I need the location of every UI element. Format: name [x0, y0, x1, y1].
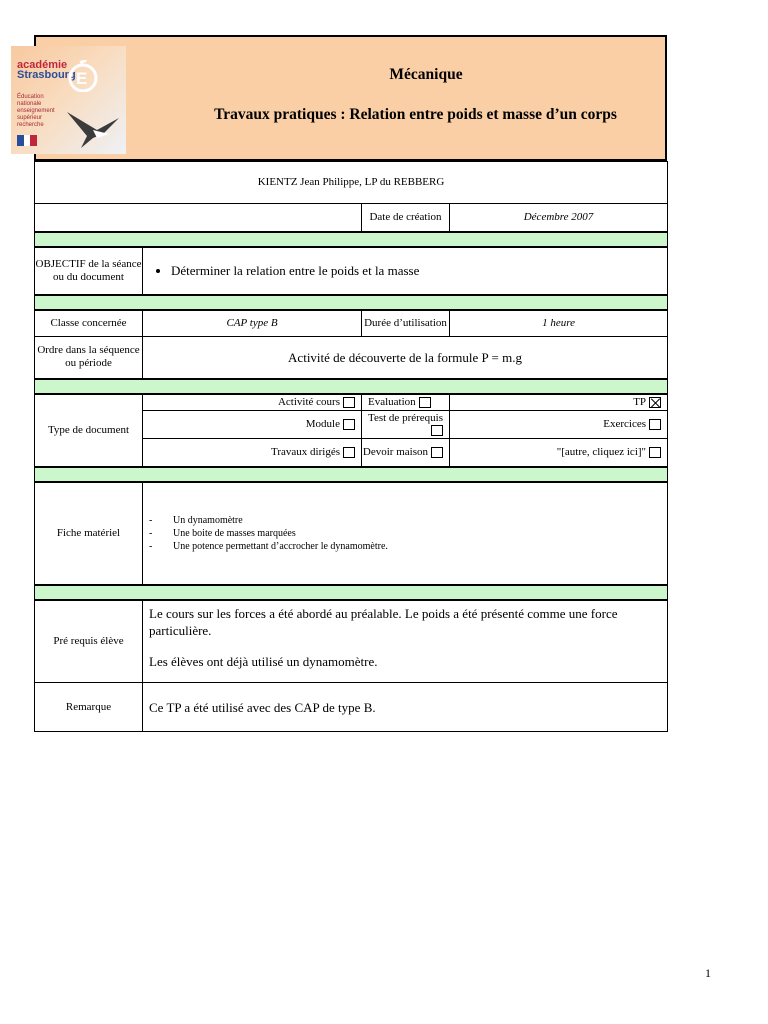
objectif-cell [143, 247, 668, 295]
prerequis-text: Les élèves ont déjà utilisé un dynamomètre. [149, 653, 378, 669]
module-checkbox[interactable] [343, 419, 355, 430]
page-number: 1 [705, 966, 711, 980]
list-item: - Un dynamomètre [149, 514, 667, 527]
empty-cell [35, 204, 362, 232]
autre-checkbox[interactable] [649, 447, 661, 458]
date-label: Date de création [362, 204, 450, 232]
travaux-diriges-checkbox[interactable] [343, 447, 355, 458]
type-module: Module [143, 411, 362, 439]
objectif-value: • Déterminer la relation entre le poids et la masse [171, 264, 667, 277]
spacer-row [35, 232, 668, 247]
remarque-text: Ce TP a été utilisé avec des CAP de type B. [143, 683, 668, 732]
classe-label: Classe concernée [35, 310, 143, 337]
ordre-label: Ordre dans la séquence ou période [35, 337, 143, 379]
type-travaux-diriges: Travaux dirigés [143, 439, 362, 467]
document-subtitle: Travaux pratiques : Relation entre poids et masse d’un corps [214, 106, 617, 123]
prerequis-cell [143, 600, 668, 683]
spacer-row [35, 467, 668, 482]
type-tp: TP [450, 394, 668, 411]
duree-value: 1 heure [450, 310, 668, 337]
type-label: Type de document [35, 394, 143, 467]
date-value: Décembre 2007 [450, 204, 668, 232]
list-item: - Une boite de masses marquées [149, 527, 667, 540]
classe-value: CAP type B [143, 310, 362, 337]
tp-checkbox[interactable] [649, 397, 661, 408]
type-devoir-maison: Devoir maison [362, 439, 450, 467]
type-test-prerequis: Test de prérequis [362, 411, 450, 439]
french-flag-icon [17, 135, 37, 146]
spacer-row [35, 585, 668, 600]
remarque-label: Remarque [35, 683, 143, 732]
prerequis-text: Le cours sur les forces a été abordé au préalable. Le poids a été présenté comme une force particulière. [149, 605, 618, 638]
header-banner [17, 35, 667, 161]
objectif-label: OBJECTIF de la séance ou du document [35, 247, 143, 295]
prerequis-label: Pré requis élève [35, 600, 143, 683]
academie-logo [11, 46, 126, 154]
svg-text:E: E [76, 69, 88, 88]
spacer-row [35, 379, 668, 394]
list-item: - Une potence permettant d’accrocher le dynamomètre. [149, 540, 667, 553]
type-autre: "[autre, cliquez ici]" [450, 439, 668, 467]
type-evaluation: Evaluation [362, 394, 450, 411]
test-prerequis-checkbox[interactable] [431, 425, 443, 436]
info-table [34, 161, 668, 732]
devoir-maison-checkbox[interactable] [431, 447, 443, 458]
ordre-value: Activité de découverte de la formule P = m.g [143, 337, 668, 379]
logo-e-icon [63, 60, 103, 92]
type-exercices: Exercices [450, 411, 668, 439]
activite-cours-checkbox[interactable] [343, 397, 355, 408]
evaluation-checkbox[interactable] [419, 397, 431, 408]
spacer-row [35, 295, 668, 310]
materiel-label: Fiche matériel [35, 482, 143, 585]
duree-label: Durée d’utilisation [362, 310, 450, 337]
logo-small-text: Éducation nationale enseignement supérieur recherche [17, 94, 55, 128]
document-title: Mécanique [389, 66, 463, 83]
materiel-cell [143, 482, 668, 585]
author-cell: KIENTZ Jean Philippe, LP du REBBERG [35, 162, 668, 204]
exercices-checkbox[interactable] [649, 419, 661, 430]
logo-text: académie Strasbourg [17, 59, 76, 81]
type-activite-cours: Activité cours [143, 394, 362, 411]
stork-icon [63, 108, 123, 150]
document-sheet [17, 35, 667, 732]
